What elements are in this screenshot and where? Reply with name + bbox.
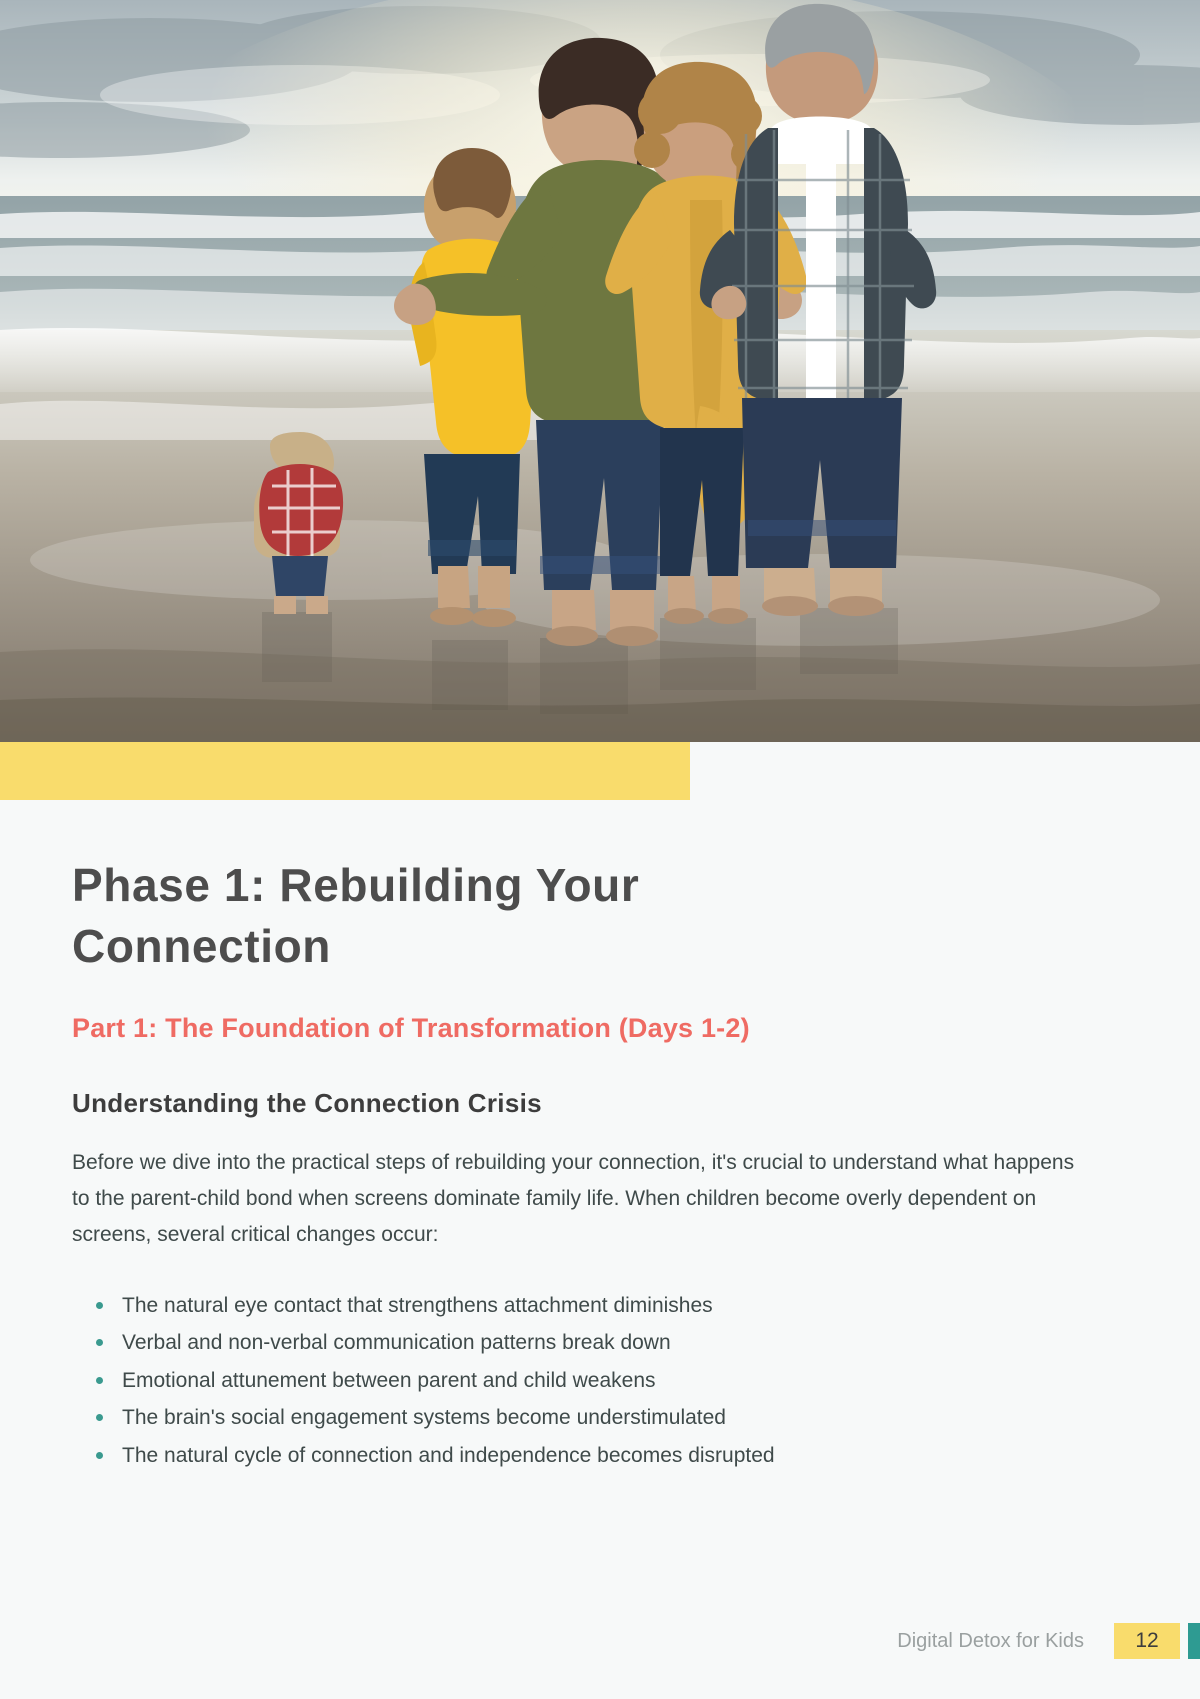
body-paragraph: Before we dive into the practical steps of rebuilding your connection, it's crucial to understand what happens to the parent-child bond when screens dominate family life. When children become overly dependent on screens, several critical changes occur: bbox=[72, 1150, 1075, 1246]
list-item: Verbal and non-verbal communication patterns break down bbox=[94, 1324, 1128, 1361]
section-subtitle: Part 1: The Foundation of Transformation (Days 1-2) bbox=[72, 1013, 750, 1044]
bullet-list bbox=[72, 1287, 1128, 1474]
page-number: 12 bbox=[1114, 1623, 1180, 1659]
page-title: Phase 1: Rebuilding Your Connection bbox=[72, 859, 640, 972]
hero-illustration bbox=[0, 0, 1200, 742]
page-footer bbox=[897, 1623, 1200, 1659]
yellow-accent-bar bbox=[0, 742, 690, 800]
page-content bbox=[72, 855, 1128, 1474]
section-heading: Understanding the Connection Crisis bbox=[72, 1087, 542, 1118]
list-item: The brain's social engagement systems become understimulated bbox=[94, 1399, 1128, 1436]
footer-book-title: Digital Detox for Kids bbox=[897, 1629, 1084, 1652]
footer-teal-tab bbox=[1188, 1623, 1200, 1659]
list-item: The natural cycle of connection and independence becomes disrupted bbox=[94, 1437, 1128, 1474]
family-on-beach-photo bbox=[0, 0, 1200, 742]
list-item: Emotional attunement between parent and child weakens bbox=[94, 1362, 1128, 1399]
list-item: The natural eye contact that strengthens attachment diminishes bbox=[94, 1287, 1128, 1324]
